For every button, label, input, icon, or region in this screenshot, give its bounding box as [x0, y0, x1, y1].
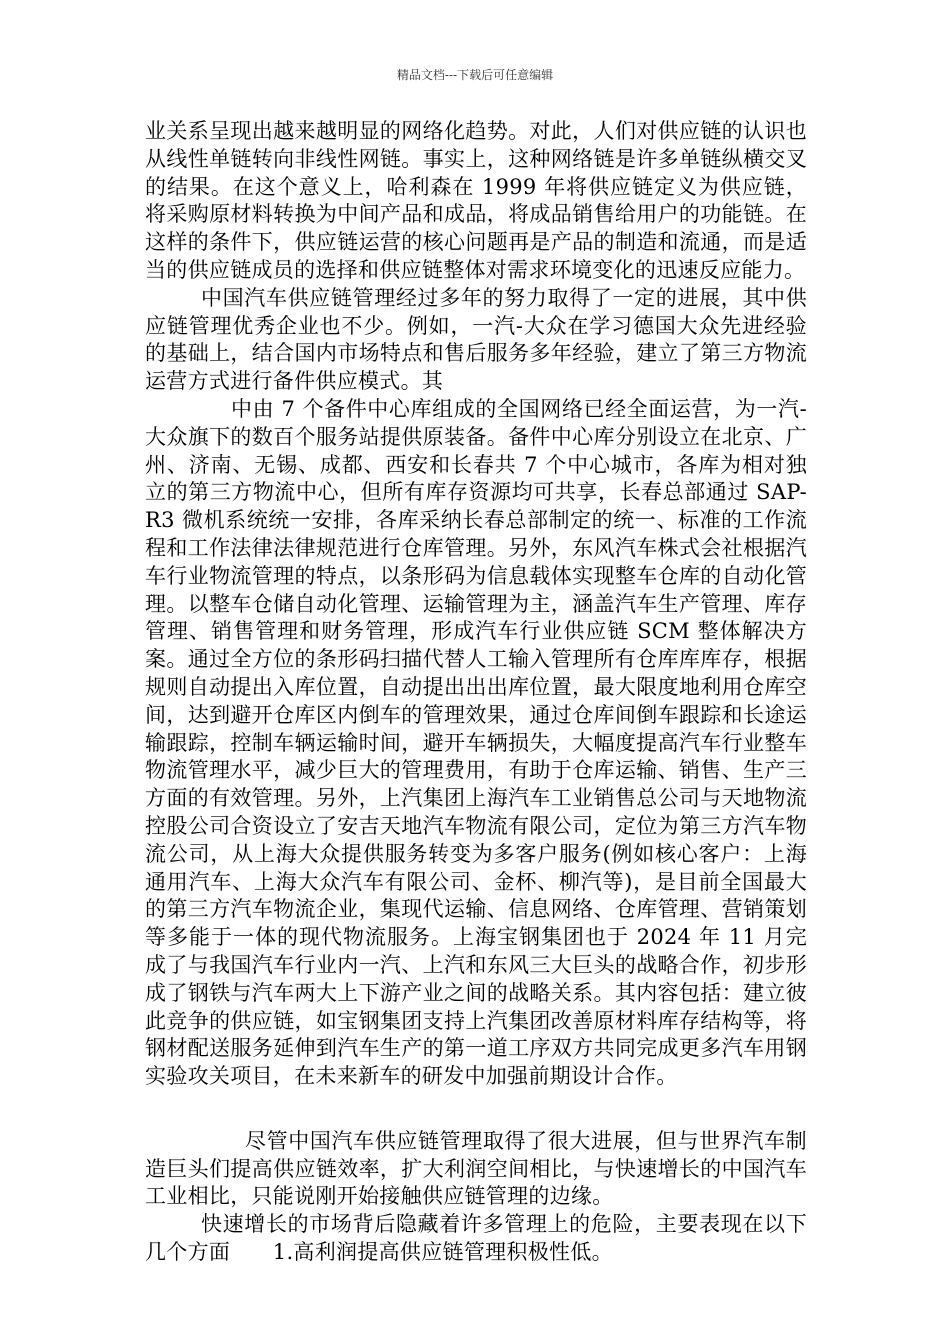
- paragraph-company-examples: 中由 7 个备件中心库组成的全国网络已经全面运营，为一汽-大众旗下的数百个服务站提供原装备。备件中心库分别设立在北京、广州、济南、无锡、成都、西安和长春共 7 个中心城市，各库为相对独立的第三方物流中心，但所有库存资源均可共享，长春总部通过 SAP-R3 微机系统统一安排，各库采纳长春总部制定的统一、标准的工作流程和工作法律法律规范进行仓库管理。另外，东风汽车株式会社根据汽车行业物流管理的特点，以条形码为信息载体实现整车仓库的自动化管理。以整车仓储自动化管理、运输管理为主，涵盖汽车生产管理、库存管理、销售管理和财务管理，形成汽车行业供应链 SCM 整体解决方案。通过全方位的条形码扫描代替人工输入管理所有仓库库库存，根据规则自动提出入库位置，自动提出出出库位置，最大限度地利用仓库空间，达到避开仓库区内倒车的管理效果，通过仓库间倒车跟踪和长途运输跟踪，控制车辆运输时间，避开车辆损失，大幅度提高汽车行业整车物流管理水平，减少巨大的管理费用，有助于仓库运输、销售、生产三方面的有效管理。另外，上汽集团上海汽车工业销售总公司与天地物流控股公司合资设立了安吉天地汽车物流有限公司，定位为第三方汽车物流公司，从上海大众提供服务转变为多客户服务(例如核心客户：上海通用汽车、上海大众汽车有限公司、金杯、柳汽等)，是目前全国最大的第三方汽车物流企业，集现代运输、信息网络、仓库管理、营销策划等多能于一体的现代物流服务。上海宝钢集团也于 2024 年 11 月完成了与我国汽车行业内一汽、上汽和东风三大巨头的战略合作，初步形成了钢铁与汽车两大上下游产业之间的战略关系。其内容包括：建立彼此竞争的供应链，如宝钢集团支持上汽集团改善原材料库存结构等，将钢材配送服务延伸到汽车生产的第一道工序双方共同完成更多汽车用钢实验攻关项目，在未来新车的研发中加强前期设计合作。: [145, 396, 807, 1089]
- paragraph-network-chain: 业关系呈现出越来越明显的网络化趋势。对此，人们对供应链的认识也从线性单链转向非线性网链。事实上，这种网络链是许多单链纵横交叉的结果。在这个意义上，哈利森在 1999 年将供应链定义为供应链，将采购原材料转换为中间产品和成品，将成品销售给用户的功能链。在这样的条件下，供应链运营的核心问题再是产品的制造和流通，而是适当的供应链成员的选择和供应链整体对需求环境变化的迅速反应能力。: [145, 119, 807, 282]
- document-body: [145, 118, 807, 1267]
- paragraph-gap: [145, 1091, 807, 1128]
- paragraph-hidden-risks: 快速增长的市场背后隐藏着许多管理上的危险，主要表现在以下几个方面 1.高利润提高供应链管理积极性低。: [145, 1212, 807, 1265]
- paragraph-china-progress: 中国汽车供应链管理经过多年的努力取得了一定的进展，其中供应链管理优秀企业也不少。例如，一汽-大众在学习德国大众先进经验的基础上，结合国内市场特点和售后服务多年经验，建立了第三方物流运营方式进行备件供应模式。其: [145, 285, 807, 394]
- page-header: 精品文档---下载后可任意编辑: [396, 68, 554, 82]
- paragraph-gap-comparison: 尽管中国汽车供应链管理取得了很大进展，但与世界汽车制造巨头们提高供应链效率，扩大利润空间相比，与快速增长的中国汽车工业相比，只能说刚开始接触供应链管理的边缘。: [145, 1128, 807, 1209]
